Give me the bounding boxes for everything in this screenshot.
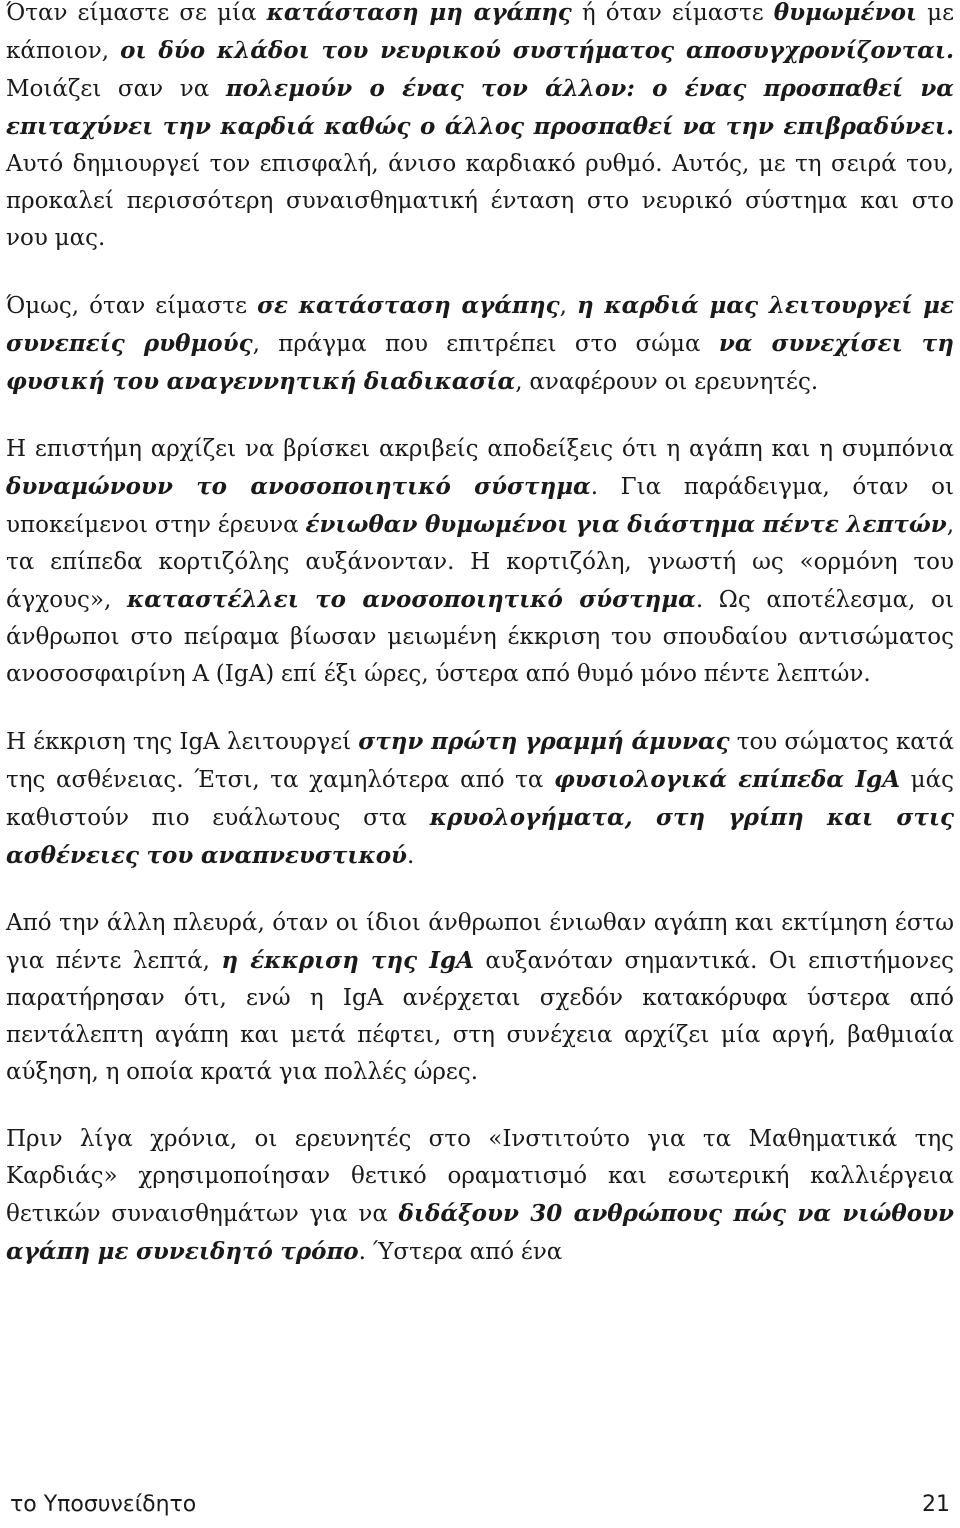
- paragraph-6: [6, 1121, 954, 1271]
- body-text-run: .: [407, 843, 415, 869]
- emphasized-text: σε κατάσταση αγάπης: [257, 292, 560, 319]
- emphasized-text: καταστέλλει το ανοσοποιητικό σύστημα: [126, 586, 696, 613]
- body-text-run: αυξανόταν σημαντικά. Οι επιστήμονες παρατήρησαν ότι, ενώ η IgA ανέρχεται σχεδόν κατακόρυφα ύστερα από πεντάλεπτη αγάπη και μετά πέφτει, στη συνέχεια αρχίζει μία αργή, βαθμιαία αύξηση, η οποία κρατά για πολλές ώρες.: [6, 948, 954, 1085]
- body-text-run: με κάποιον,: [6, 0, 954, 64]
- page-footer: [6, 1488, 954, 1522]
- paragraph-5: [6, 905, 954, 1091]
- body-text-run: Από την άλλη πλευρά, όταν οι ίδιοι άνθρωποι ένιωθαν αγάπη και εκτίμηση έστω για πέντε λεπτά,: [6, 910, 954, 974]
- body-text-run: . Ως αποτέλεσμα, οι άνθρωποι στο πείραμα βίωσαν μειωμένη έκκριση του σπουδαίου αντισώματος ανοσοσφαιρίνη A (IgA) επί έξι ώρες, ύστερα από θυμό μόνο πέντε λεπτών.: [6, 587, 954, 687]
- paragraph-4: [6, 723, 954, 875]
- emphasized-text: φυσιολογικά επίπεδα IgA: [554, 766, 901, 793]
- body-text-run: μάς καθιστούν πιο ευάλωτους στα: [6, 767, 955, 831]
- emphasized-text: ένιωθαν θυμωμένοι για διάστημα πέντε λεπτών: [305, 511, 947, 538]
- body-text-run: Όταν είμαστε σε μία: [6, 0, 267, 26]
- body-text-run: ,: [559, 293, 577, 319]
- emphasized-text: στην πρώτη γραμμή άμυνας: [358, 728, 730, 755]
- body-text-run: Η έκκριση της IgA λειτουργεί: [6, 729, 359, 755]
- body-text-run: Αυτό δημιουργεί τον επισφαλή, άνισο καρδιακό ρυθμό. Αυτός, με τη σειρά του, προκαλεί περισσότερη συναισθηματική ένταση στο νευρικό σύστημα και στο νου μας.: [6, 151, 954, 251]
- paragraph-1: [6, 0, 954, 257]
- emphasized-text: η έκκριση της IgA: [221, 947, 474, 974]
- emphasized-text: δυναμώνουν το ανοσοποιητικό σύστημα: [6, 473, 591, 500]
- paragraph-2: [6, 287, 954, 401]
- body-text-run: Μοιάζει σαν να: [6, 76, 226, 102]
- emphasized-text: οι δύο κλάδοι του νευρικού συστήματος αποσυγχρονίζονται.: [120, 37, 955, 64]
- body-text-run: , αναφέρουν οι ερευνητές.: [515, 369, 819, 395]
- emphasized-text: πολεμούν ο ένας τον άλλον: ο ένας προσπαθεί να επιταχύνει την καρδιά καθώς ο άλλος προσπαθεί να την επιβραδύνει.: [6, 75, 954, 140]
- body-text-run: , πράγμα που επιτρέπει στο σώμα: [252, 331, 719, 357]
- body-text-run: Πριν λίγα χρόνια, οι ερευνητές στο «Ινστιτούτο για τα Μαθηματικά της Καρδιάς» χρησιμοποίησαν θετικό οραματισμό και εσωτερική καλλιέργεια θετικών συναισθημάτων για να: [6, 1126, 954, 1227]
- page-number: 21: [922, 1492, 950, 1517]
- body-text: [6, 0, 954, 1271]
- emphasized-text: διδάξουν 30 ανθρώπους πώς να νιώθουν αγάπη με συνειδητό τρόπο: [6, 1200, 954, 1265]
- paragraph-3: [6, 431, 954, 693]
- body-text-run: . Ύστερα από ένα: [358, 1239, 563, 1265]
- body-text-run: . Για παράδειγμα, όταν οι υποκείμενοι στην έρευνα: [6, 474, 954, 538]
- emphasized-text: κατάσταση μη αγάπης: [266, 0, 572, 26]
- emphasized-text: θυμωμένοι: [773, 0, 918, 26]
- body-text-run: Η επιστήμη αρχίζει να βρίσκει ακριβείς αποδείξεις ότι η αγάπη και η συμπόνια: [6, 436, 954, 462]
- body-text-run: , τα επίπεδα κορτιζόλης αυξάνονταν. Η κορτιζόλη, γνωστή ως «ορμόνη του άγχους»,: [6, 512, 954, 613]
- body-text-run: ή όταν είμαστε: [571, 0, 774, 26]
- book-page: [6, 0, 954, 1528]
- footer-book-title: το Υποσυνείδητο: [10, 1492, 197, 1517]
- emphasized-text: κρυολογήματα, στη γρίπη και στις ασθένειες του αναπνευστικού: [6, 804, 954, 869]
- emphasized-text: να συνεχίσει τη φυσική του αναγεννητική διαδικασία: [6, 330, 954, 395]
- emphasized-text: η καρδιά μας λειτουργεί με συνεπείς ρυθμούς: [6, 292, 954, 357]
- body-text-run: του σώματος κατά της ασθένειας. Έτσι, τα χαμηλότερα από τα: [6, 729, 954, 793]
- body-text-run: Όμως, όταν είμαστε: [6, 293, 258, 319]
